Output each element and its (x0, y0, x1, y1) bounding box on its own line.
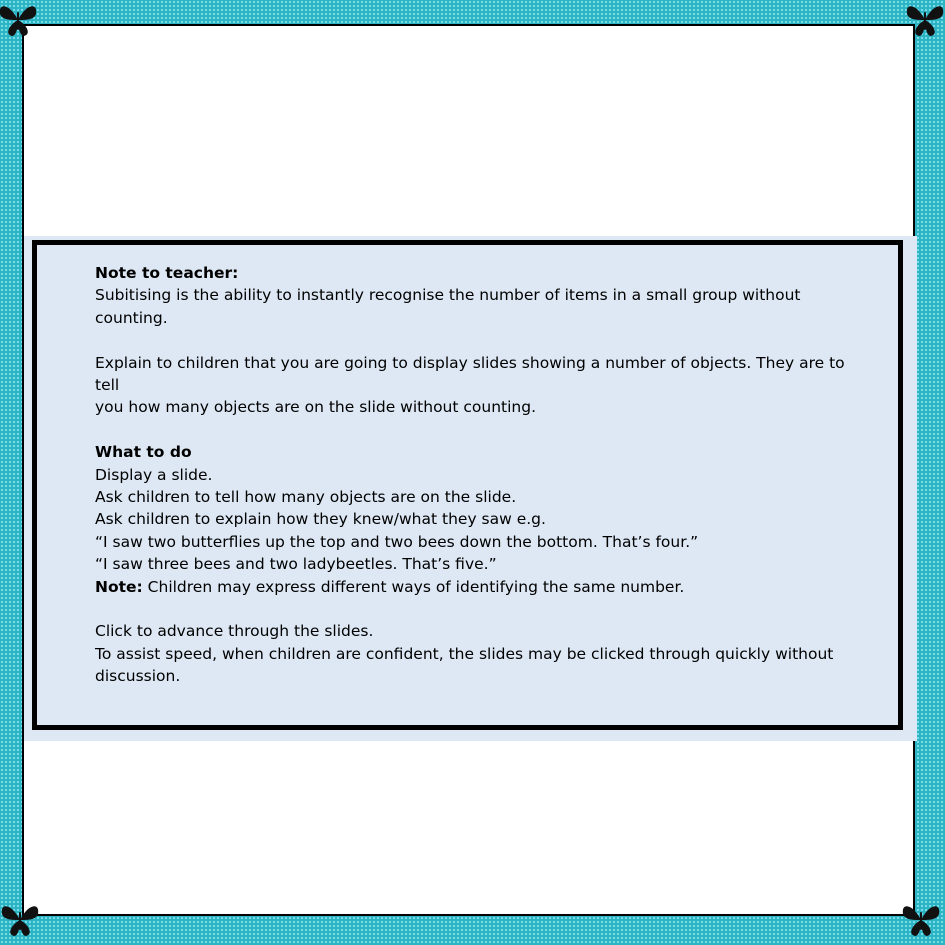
explain-line: Explain to children that you are going to display slides showing a number of objects. They are to tell (95, 353, 845, 395)
speed-line: discussion. (95, 667, 181, 686)
butterfly-icon (0, 898, 42, 942)
note-body: Children may express different ways of identifying the same number. (142, 577, 685, 596)
speed-line: To assist speed, when children are confident, the slides may be clicked through quickly without (95, 644, 834, 663)
explain-line: you how many objects are on the slide without counting. (95, 398, 537, 417)
what-to-do-heading: What to do (95, 443, 192, 462)
butterfly-icon (903, 0, 945, 42)
definition-line: counting. (95, 308, 168, 327)
step-line: Ask children to explain how they knew/what they saw e.g. (95, 510, 546, 529)
definition-line: Subitising is the ability to instantly recognise the number of items in a small group without (95, 286, 801, 305)
step-line: “I saw two butterflies up the top and two bees down the bottom. That’s four.” (95, 532, 699, 551)
butterfly-icon (899, 898, 943, 942)
note-text (95, 262, 865, 688)
step-line: “I saw three bees and two ladybeetles. That’s five.” (95, 555, 497, 574)
step-line: Ask children to tell how many objects are on the slide. (95, 488, 517, 507)
note-label: Note: (95, 577, 143, 596)
advance-line: Click to advance through the slides. (95, 622, 374, 641)
note-line (95, 576, 865, 598)
note-heading: Note to teacher: (95, 264, 239, 282)
step-line: Display a slide. (95, 465, 213, 484)
butterfly-icon (0, 0, 40, 42)
